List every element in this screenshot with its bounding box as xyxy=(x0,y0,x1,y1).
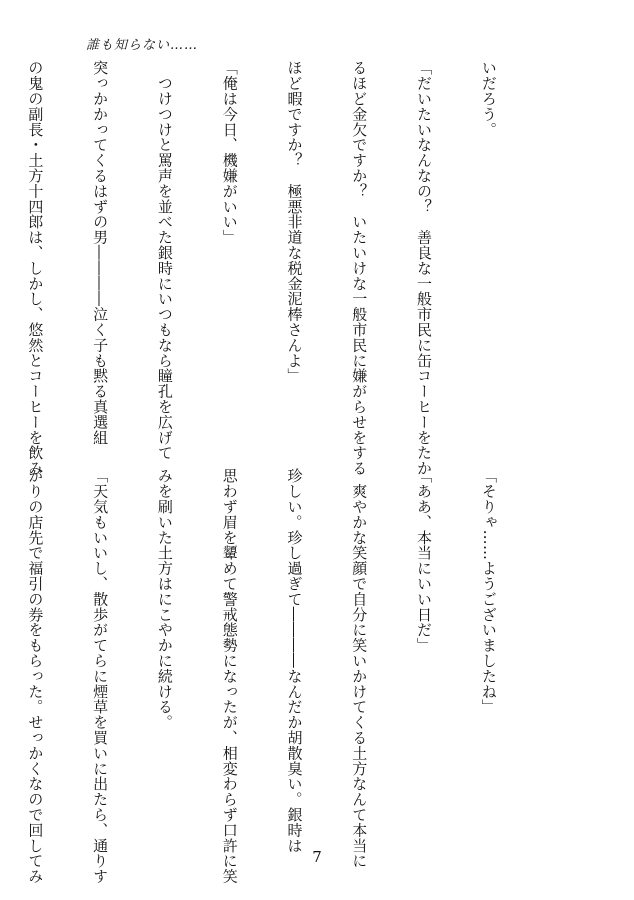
text-column: ほど暇ですか？ 極悪非道な税金泥棒さんよ」 xyxy=(285,60,304,384)
text-column: 「俺は今日、機嫌がいい」 xyxy=(220,60,239,245)
text-column: いだろう。 xyxy=(479,60,498,137)
text-column: の鬼の副長・土方十四郎は、しかし、悠然とコーヒーを飲み xyxy=(26,60,45,476)
text-column: 「ああ、本当にいい日だ」 xyxy=(415,468,434,653)
text-column: みを刷いた土方はにこやかに続ける。 xyxy=(155,468,174,730)
text-column: 「そりゃ……ようございましたね」 xyxy=(479,468,498,715)
page-number: 7 xyxy=(312,848,322,866)
text-column: 思わず眉を顰めて警戒態勢になったが、相変わらず口許に笑 xyxy=(220,468,239,884)
bottom-text-block xyxy=(26,468,542,884)
text-column: がりの店先で福引の券をもらった。せっかくなので回してみ xyxy=(26,468,45,884)
text-column: るほど金欠ですか？ いたいけな一般市民に嫌がらせをする xyxy=(350,60,369,476)
text-column: 「天気もいいし、散歩がてらに煙草を買いに出たら、通りす xyxy=(91,468,110,884)
text-column: 突っかかってくるはずの男――――泣く子も黙る真選組 xyxy=(91,60,110,445)
text-column: 爽やかな笑顔で自分に笑いかけてくる土方なんて本当に xyxy=(350,468,369,869)
text-column: 「だいたいなんなの？ 善良な一般市民に缶コーヒーをたか xyxy=(415,60,434,476)
text-column: つけつけと罵声を並べた銀時にいつもなら瞳孔を広げて xyxy=(155,60,174,461)
top-text-block xyxy=(26,60,542,476)
running-head: 誰も知らない…… xyxy=(86,38,199,53)
text-column: 珍しい。珍し過ぎて――――なんだか胡散臭い。銀時は xyxy=(285,468,304,853)
